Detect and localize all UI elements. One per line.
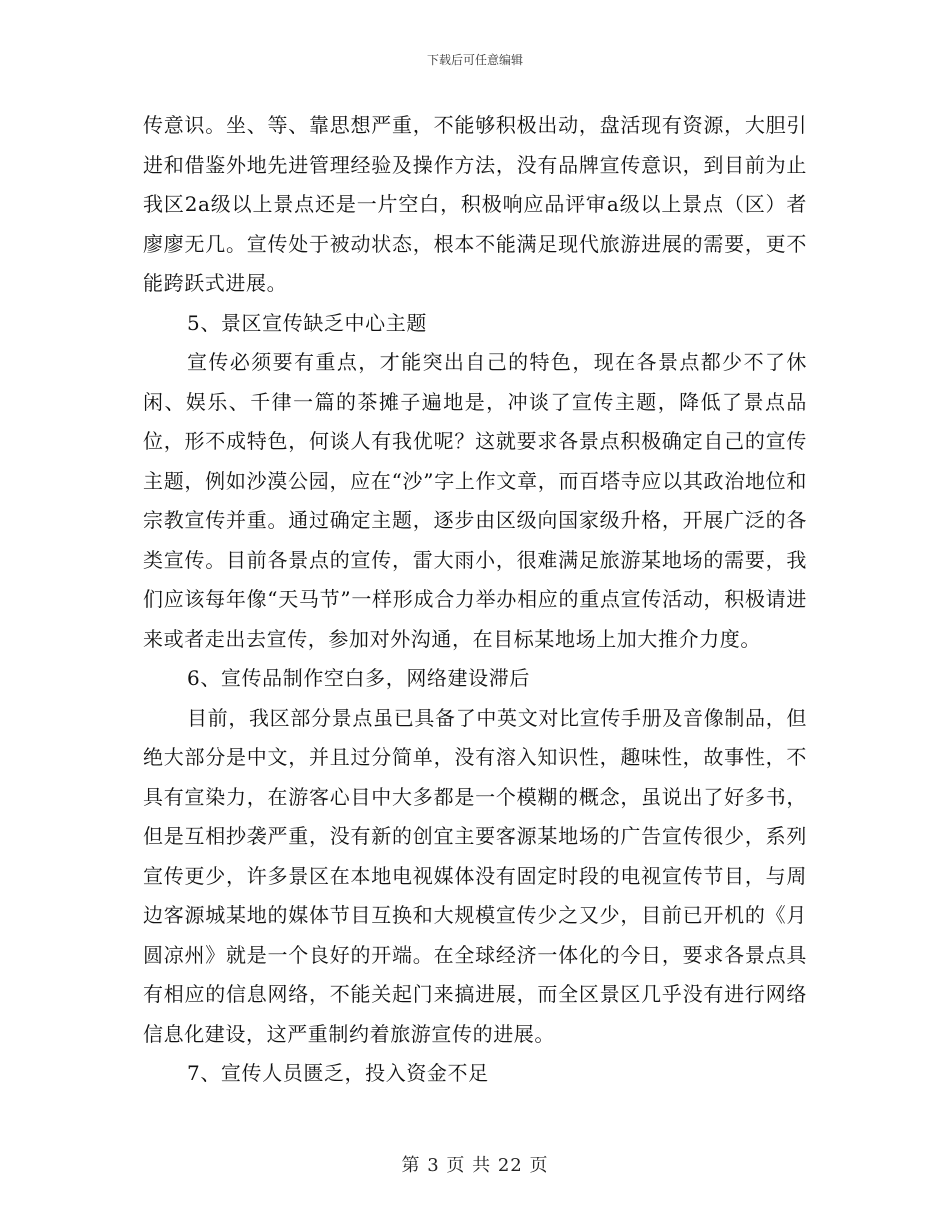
document-body xyxy=(143,106,807,1094)
paragraph-continuation: 传意识。坐、等、靠思想严重，不能够积极出动，盘活现有资源，大胆引进和借鉴外地先进管理经验及操作方法，没有品牌宣传意识，到目前为止我区2a级以上景点还是一片空白，积极响应品评审a级以上景点（区）者廖廖无几。宣传处于被动状态，根本不能满足现代旅游进展的需要，更不能跨跃式进展。 xyxy=(143,113,807,295)
section-heading-5: 5、景区宣传缺乏中心主题 xyxy=(187,310,427,335)
paragraph-materials: 目前，我区部分景点虽已具备了中英文对比宣传手册及音像制品，但绝大部分是中文，并且过分简单，没有溶入知识性，趣味性，故事性，不具有宣染力，在游客心目中大多都是一个模糊的概念，虽说出了好多书，但是互相抄袭严重，没有新的创宜主要客源某地场的广告宣传很少，系列宣传更少，许多景区在本地电视媒体没有固定时段的电视宣传节目，与周边客源城某地的媒体节目互换和大规模宣传少之又少，目前已开机的《月圆凉州》就是一个良好的开端。在全球经济一体化的今日，要求各景点具有相应的信息网络，不能关起门来搞进展，而全区景区几乎没有进行网络信息化建设，这严重制约着旅游宣传的进展。 xyxy=(143,705,807,1046)
section-heading-6: 6、宣传品制作空白多，网络建设滞后 xyxy=(187,666,530,690)
section-heading-7: 7、宣传人员匮乏，投入资金不足 xyxy=(187,1061,489,1085)
paragraph-theme: 宣传必须要有重点，才能突出自己的特色，现在各景点都少不了休闲、娱乐、千律一篇的茶摊子遍地是，冲谈了宣传主题，降低了景点品位，形不成特色，何谈人有我优呢？这就要求各景点积极确定自己的宣传主题，例如沙漠公园，应在“沙”字上作文章，而百塔寺应以其政治地位和宗教宣传并重。通过确定主题，逐步由区级向国家级升格，开展广泛的各类宣传。目前各景点的宣传，雷大雨小，很难满足旅游某地场的需要，我们应该每年像“天马节”一样形成合力举办相应的重点宣传活动，积极请进来或者走出去宣传，参加对外沟通，在目标某地场上加大推介力度。 xyxy=(143,350,807,651)
page-number-footer: 第 3 页 共 22 页 xyxy=(401,1155,549,1176)
page-header: 下载后可任意编辑 xyxy=(426,53,523,67)
